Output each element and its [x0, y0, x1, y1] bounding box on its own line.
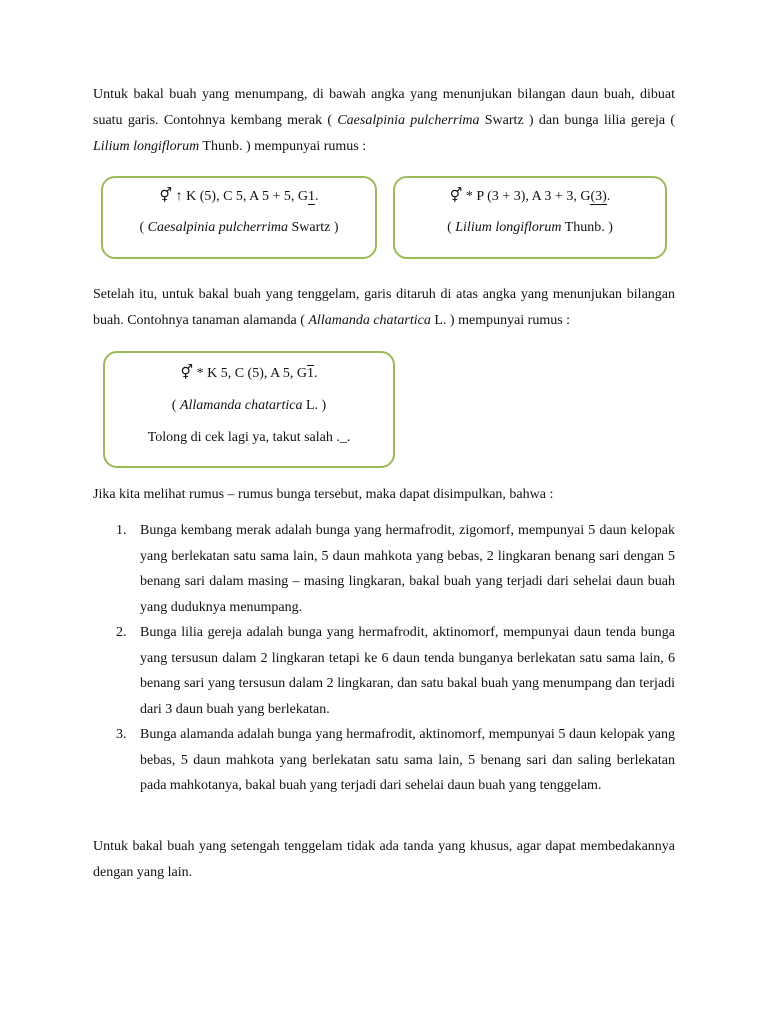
reviewer-note: Tolong di cek lagi ya, takut salah ._.	[147, 430, 351, 445]
list-item: 1. Bunga kembang merak adalah bunga yang hermafrodit, zigomorf, mempunyai 5 daun kelopak yang berlekatan satu sama lain, 5 daun mahkota yang bebas, 2 lingkaran benang sari dengan 5 benang sari dalam masing – masing lingkaran, bakal buah yang terjadi dari sehelai daun buah yang duduknya menumpang.	[116, 523, 675, 615]
formula-allamanda: ⚥ * K 5, C (5), A 5, G1.	[180, 365, 318, 381]
species-name-lilium: ( Lilium longiflorum Thunb. )	[447, 220, 613, 235]
species-name-allamanda: ( Allamanda chatartica L. )	[171, 398, 327, 413]
intro-text-1: Untuk bakal buah yang menumpang, di bawah angka yang menunjukan bilangan daun buah, dibuat suatu garis. Contohnya kembang merak (	[93, 87, 675, 128]
gynoecium-inferior: 1	[307, 366, 315, 381]
intro-text-2: Swartz ) dan bunga lilia gereja (	[479, 113, 676, 128]
list-item: 3. Bunga alamanda adalah bunga yang hermafrodit, aktinomorf, mempunyai 5 daun kelopak yang bebas, 5 daun mahkota yang berlekatan satu sama lain, 5 benang sari dan saling berlekatan pada mahkotanya, bakal buah yang terjadi dari sehelai daun buah yang tenggelam.	[116, 727, 675, 793]
gynoecium-superior: 1	[307, 189, 315, 204]
formula-box-caesalpinia	[101, 176, 377, 259]
conclusion-intro: Jika kita melihat rumus – rumus bunga tersebut, maka dapat disimpulkan, bahwa :	[93, 487, 554, 502]
species-lilium: Lilium longiflorum	[93, 139, 200, 154]
conclusion-list	[93, 518, 675, 799]
species-name-caesalpinia: ( Caesalpinia pulcherrima Swartz )	[139, 220, 339, 235]
gynoecium-superior: (3)	[590, 189, 607, 204]
formula-box-allamanda	[103, 351, 395, 468]
formula-lilium: ⚥ * P (3 + 3), A 3 + 3, G(3).	[449, 188, 611, 204]
hermaphrodite-icon: ⚥	[449, 188, 463, 204]
intro-text-3: Thunb. ) mempunyai rumus :	[199, 139, 367, 154]
formula-caesalpinia: ⚥ ↑ K (5), C 5, A 5 + 5, G1.	[159, 188, 319, 204]
closing-paragraph: Untuk bakal buah yang setengah tenggelam tidak ada tanda yang khusus, agar dapat membedakannya dengan yang lain.	[93, 839, 675, 880]
middle-text-2: L. ) mempunyai rumus :	[430, 313, 571, 328]
hermaphrodite-icon: ⚥	[180, 365, 194, 381]
species-caesalpinia: Caesalpinia pulcherrima	[337, 113, 480, 128]
intro-paragraph	[93, 82, 675, 160]
middle-text-1: Setelah itu, untuk bakal buah yang tenggelam, garis ditaruh di atas angka yang menunjukan bilangan buah. Contohnya tanaman alamanda (	[93, 287, 675, 328]
formula-box-lilium	[393, 176, 667, 259]
list-item: 2. Bunga lilia gereja adalah bunga yang hermafrodit, aktinomorf, mempunyai daun tenda bunga yang tersusun dalam 2 lingkaran tetapi ke 6 daun tenda bunganya berlekatan satu sama lain, 6 benang sari yang tersusun dalam 2 lingkaran, dan satu bakal buah yang menumpang dan terjadi dari 3 daun buah yang berlekatan.	[116, 625, 675, 717]
middle-paragraph	[93, 282, 675, 334]
hermaphrodite-icon: ⚥	[159, 188, 173, 204]
species-allamanda: Allamanda chatartica	[308, 313, 431, 328]
